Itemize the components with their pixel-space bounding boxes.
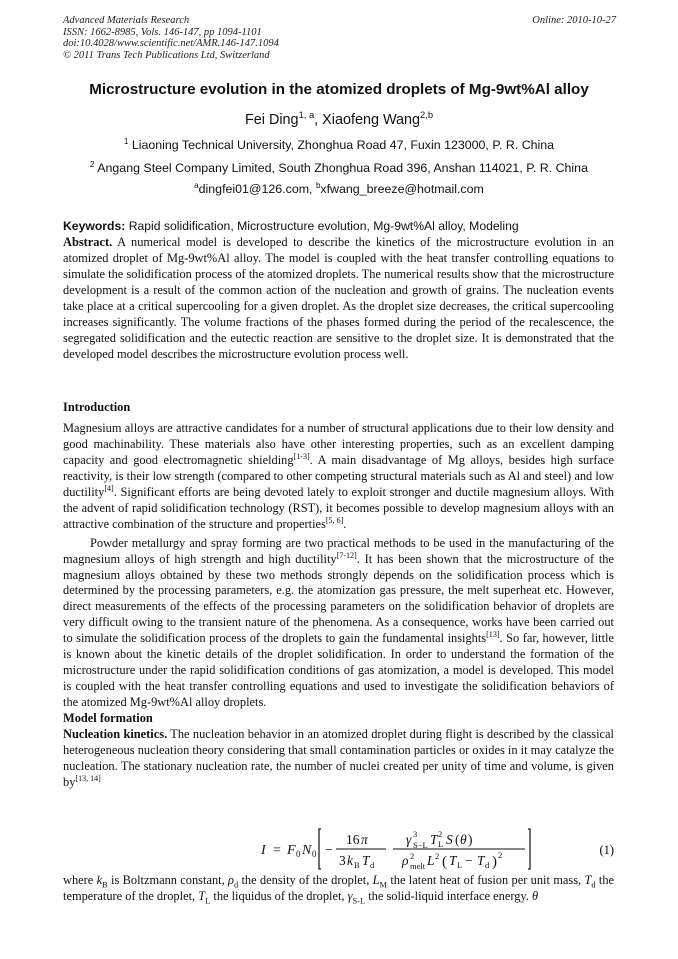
definitions-paragraph: where $k_B$ is Boltzmann constant, $\rho_d$ the density of the droplet, $L_M$ the latent heat of fusion per unit mass, $T_d$ the temperature of the droplet, $T_L$ the liquidus of the droplet, $\gamma_{S-L}$ the solid-liquid interface energy. θ bbox=[63, 873, 615, 906]
svg-text:0: 0 bbox=[312, 849, 317, 859]
copyright-line: © 2011 Trans Tech Publications Ltd, Switzerland bbox=[63, 49, 270, 61]
svg-text:S: S bbox=[446, 832, 453, 847]
svg-text:d: d bbox=[485, 860, 490, 870]
citation[interactable]: [5, 6] bbox=[325, 515, 344, 525]
author-emails bbox=[30, 182, 648, 196]
svg-text:θ: θ bbox=[460, 832, 467, 847]
svg-text:L: L bbox=[427, 853, 435, 868]
svg-text:d: d bbox=[370, 860, 375, 870]
author-name: Xiaofeng Wang bbox=[322, 112, 421, 128]
issn-line: ISSN: 1662-8985, Vols. 146-147, pp 1094-1101 bbox=[63, 26, 262, 38]
equation-graphic bbox=[63, 826, 614, 872]
intro-paragraph-2 bbox=[63, 536, 614, 711]
svg-text:2: 2 bbox=[435, 851, 440, 861]
email-marker: b bbox=[315, 180, 321, 190]
svg-text:2: 2 bbox=[410, 851, 415, 861]
paragraph-text: Powder metallurgy and spray forming are two practical methods to be used in the manufacturing of the magnesium alloys of high strength and high ductility bbox=[63, 535, 614, 566]
online-date: Online: 2010-10-27 bbox=[532, 15, 616, 26]
citation[interactable]: [4] bbox=[104, 483, 114, 493]
svg-text:T: T bbox=[430, 832, 438, 847]
svg-text:ρ: ρ bbox=[402, 853, 409, 868]
equation-definitions bbox=[63, 873, 614, 905]
abstract-text: A numerical model is developed to describe the kinetics of the microstructure evolution in an atomized droplet of Mg-9wt%Al alloy. The model is coupled with the heat transfer controlling equations to simulate the solidification process of the atomized droplets. The numerical results show that the microstructure development is a result of the common action of the nucleation and growth of grains. The nucleation events take place at a critical supercooling for a given droplet. As the droplet size decreases, the critical supercooling increases significantly. The volume fractions of the phases formed during the period of the recalescence, the segregated solidification and the eutectic reaction are sensitive to the droplet size. It is demonstrated that the developed model describes the microstructure evolution process well. bbox=[63, 235, 614, 361]
model-paragraph-1 bbox=[63, 727, 614, 791]
keywords-label: Keywords: bbox=[63, 219, 126, 233]
svg-text:=: = bbox=[273, 843, 281, 858]
svg-text:T: T bbox=[477, 853, 485, 868]
paragraph-text: . bbox=[343, 516, 347, 531]
journal-name: Advanced Materials Research bbox=[63, 15, 190, 26]
svg-text:3: 3 bbox=[413, 829, 418, 839]
svg-text:F: F bbox=[287, 843, 296, 858]
paragraph-text: . A main disadvantage of Mg alloys, besides high surface reactivity, is their low strength (compared to other competing structural materials such as Al and steel) and low ductility bbox=[63, 452, 614, 499]
citation[interactable]: [1-3] bbox=[293, 451, 310, 461]
svg-text:I: I bbox=[261, 843, 266, 858]
svg-text:L: L bbox=[457, 860, 463, 870]
svg-text:B: B bbox=[354, 860, 360, 870]
affiliation-1 bbox=[30, 138, 648, 152]
introduction-section bbox=[63, 400, 614, 791]
intro-paragraph-1 bbox=[63, 421, 614, 533]
svg-text:S−L: S−L bbox=[413, 840, 428, 850]
svg-text:−: − bbox=[325, 843, 333, 858]
svg-text:γ: γ bbox=[406, 832, 412, 847]
citation[interactable]: [7-12] bbox=[336, 550, 357, 560]
author-separator: , bbox=[314, 112, 323, 128]
svg-text:k: k bbox=[347, 853, 353, 868]
affiliation-text: Angang Steel Company Limited, South Zhonghua Road 396, Anshan 114021, P. R. China bbox=[97, 161, 588, 175]
svg-text:2: 2 bbox=[498, 850, 503, 860]
svg-text:2: 2 bbox=[438, 829, 443, 839]
citation[interactable]: [13, 14] bbox=[75, 773, 101, 783]
keywords bbox=[63, 219, 623, 233]
svg-text:0: 0 bbox=[296, 849, 301, 859]
doi-line: doi:10.4028/www.scientific.net/AMR.146-147.1094 bbox=[63, 38, 279, 49]
keywords-text: Rapid solidification, Microstructure evolution, Mg-9wt%Al alloy, Modeling bbox=[128, 219, 519, 233]
email-link[interactable]: xfwang_breeze@hotmail.com bbox=[320, 182, 484, 196]
svg-text:): ) bbox=[468, 832, 473, 847]
citation[interactable]: [13] bbox=[486, 630, 500, 640]
svg-text:(: ( bbox=[442, 854, 447, 870]
abstract bbox=[63, 235, 614, 363]
svg-text:T: T bbox=[362, 853, 370, 868]
svg-text:): ) bbox=[492, 854, 497, 870]
affiliation-number: 2 bbox=[90, 159, 95, 169]
email-marker: a bbox=[194, 180, 199, 190]
svg-text:L: L bbox=[438, 839, 444, 849]
journal-header bbox=[63, 15, 616, 61]
affiliation-number: 1 bbox=[123, 136, 129, 146]
affiliation-text: Liaoning Technical University, Zhonghua Road 47, Fuxin 123000, P. R. China bbox=[131, 138, 555, 152]
section-heading-model-formation: Model formation bbox=[63, 711, 153, 726]
section-heading-introduction: Introduction bbox=[63, 400, 131, 414]
subsection-heading-nucleation: Nucleation kinetics. bbox=[63, 727, 168, 742]
equation-1 bbox=[63, 826, 614, 872]
affiliation-2 bbox=[30, 161, 648, 175]
email-link[interactable]: dingfei01@126.com, bbox=[198, 182, 316, 196]
svg-text:3: 3 bbox=[339, 853, 346, 868]
svg-text:N: N bbox=[302, 843, 312, 858]
paper-title: Microstructure evolution in the atomized droplets of Mg-9wt%Al alloy bbox=[89, 81, 589, 98]
author-name: Fei Ding bbox=[244, 112, 299, 128]
svg-text:melt: melt bbox=[410, 861, 426, 871]
svg-text:(: ( bbox=[455, 832, 460, 847]
author-affiliation-marker: 1, a bbox=[298, 110, 315, 121]
paragraph-text: . So far, however, little is known about the kinetic details of the droplet solidification. In order to understand the formation of the microstructure under the rapid solidification conditions of gas atomization, a model is developed. This model is coupled with the heat transfer controlling equations and used to investigate the solidification behaviors of the atomized Mg-9wt%Al alloy droplets. bbox=[63, 631, 614, 710]
svg-text:−: − bbox=[465, 853, 473, 868]
equation-number: (1) bbox=[599, 843, 614, 857]
svg-text:T: T bbox=[449, 853, 457, 868]
paragraph-text: Magnesium alloys are attractive candidates for a number of structural applications due to their low density and good machinability. These materials also have other interesting properties, such as an excellent damping capacity and good electromagnetic shielding bbox=[63, 420, 614, 467]
svg-text:π: π bbox=[361, 832, 368, 847]
paragraph-text: . Significant efforts are being devoted lately to exploit stronger and ductile magnesium alloys. With the advent of rapid solidification technology (RST), it becomes possible to develop magnesium alloys with an attractive combination of the structure and properties bbox=[63, 484, 614, 531]
author-list bbox=[40, 112, 638, 128]
svg-text:16: 16 bbox=[346, 832, 360, 847]
abstract-label: Abstract. bbox=[63, 235, 113, 249]
paragraph-text: . It has been shown that the microstructure of the magnesium alloys obtained by these two methods strongly depends on the solidification process which is determined by the processing parameters, e.g. the atomization gas pressure, the melt superheat etc. However, direct measurements of the effects of the processing parameters on the solidification behavior of droplets are very difficult owing to the transient nature of the phenomena. As a consequence, works have been carried out to simulate the solidification process of the droplets to gain the fundamental insights bbox=[63, 551, 614, 646]
author-affiliation-marker: 2,b bbox=[420, 110, 434, 121]
paragraph-text: The nucleation behavior in an atomized droplet during flight is described by the classical heterogeneous nucleation theory considering that small contamination particles or oxides in it may catalyze the nucleation. The stationary nucleation rate, the number of nuclei created per unity of time and volume, is given by bbox=[63, 727, 614, 789]
